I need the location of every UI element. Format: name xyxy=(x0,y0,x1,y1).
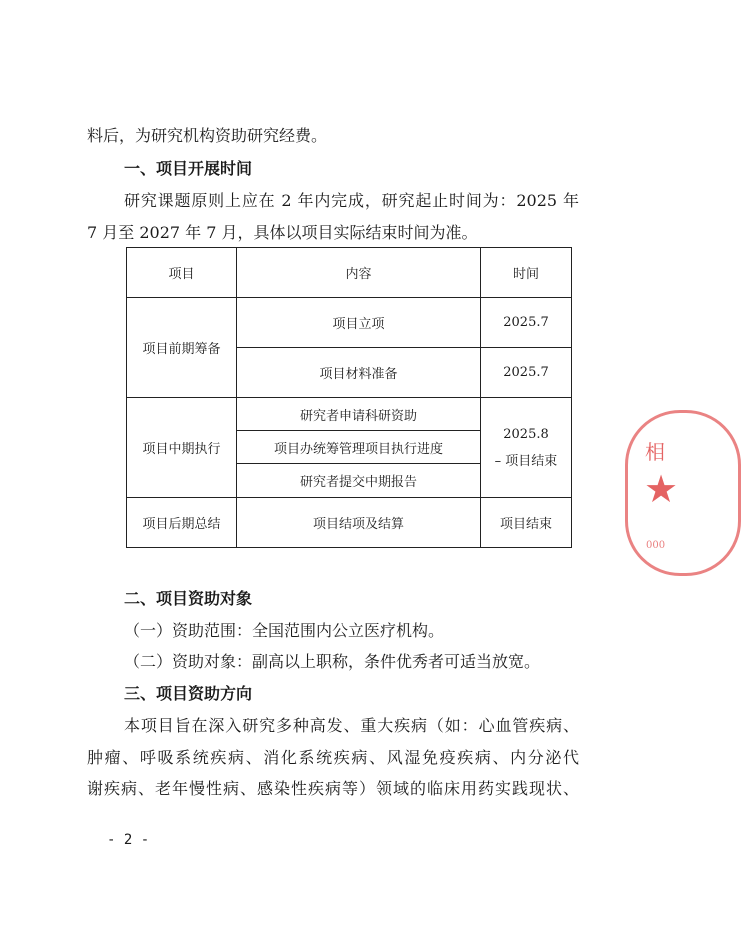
paragraph-line: 料后，为研究机构资助研究经费。 xyxy=(87,126,328,145)
table-header-cell: 项目 xyxy=(127,248,237,298)
time-cell: 2025.7 xyxy=(481,298,572,348)
seal-character: 相 xyxy=(645,440,665,464)
table-row xyxy=(127,398,572,431)
content-cell: 研究者提交中期报告 xyxy=(237,464,481,498)
phase-label: 项目中期执行 xyxy=(127,398,237,498)
table-row xyxy=(127,498,572,548)
table-header-row xyxy=(127,248,572,298)
content-cell: 项目材料准备 xyxy=(237,348,481,398)
phase-label: 项目后期总结 xyxy=(127,498,237,548)
star-icon: ★ xyxy=(644,467,679,511)
paragraph-line: 肿瘤、呼吸系统疾病、消化系统疾病、风湿免疫疾病、内分泌代 xyxy=(87,748,579,767)
phase-label: 项目前期筹备 xyxy=(127,298,237,398)
time-cell xyxy=(481,398,572,498)
section-heading-1: 一、项目开展时间 xyxy=(124,159,253,178)
content-cell: 研究者申请科研资助 xyxy=(237,398,481,431)
table-row xyxy=(127,298,572,348)
time-cell: 项目结束 xyxy=(481,498,572,548)
time-end: – 项目结束 xyxy=(494,453,558,469)
content-cell: 项目立项 xyxy=(237,298,481,348)
content-cell: 项目结项及结算 xyxy=(237,498,481,548)
paragraph-line: （二）资助对象：副高以上职称，条件优秀者可适当放宽。 xyxy=(124,652,541,671)
paragraph-line: 谢疾病、老年慢性病、感染性疾病等）领域的临床用药实践现状、 xyxy=(87,779,579,798)
paragraph-line: （一）资助范围：全国范围内公立医疗机构。 xyxy=(124,621,445,640)
paragraph-line: 7 月至 2027 年 7 月，具体以项目实际结束时间为准。 xyxy=(87,223,478,242)
table-header-cell: 时间 xyxy=(481,248,572,298)
section-heading-3: 三、项目资助方向 xyxy=(124,684,253,703)
paragraph-line: 本项目旨在深入研究多种高发、重大疾病（如：心血管疾病、 xyxy=(124,716,579,735)
time-start: 2025.8 xyxy=(503,426,549,442)
page-number: - 2 - xyxy=(107,832,150,848)
schedule-table xyxy=(126,247,572,548)
time-cell: 2025.7 xyxy=(481,348,572,398)
section-heading-2: 二、项目资助对象 xyxy=(124,589,253,608)
seal-dots: 000 xyxy=(646,540,666,551)
content-cell: 项目办统筹管理项目执行进度 xyxy=(237,431,481,464)
table-header-cell: 内容 xyxy=(237,248,481,298)
red-seal-stamp xyxy=(625,410,741,576)
paragraph-line: 研究课题原则上应在 2 年内完成，研究起止时间为：2025 年 xyxy=(124,191,579,210)
